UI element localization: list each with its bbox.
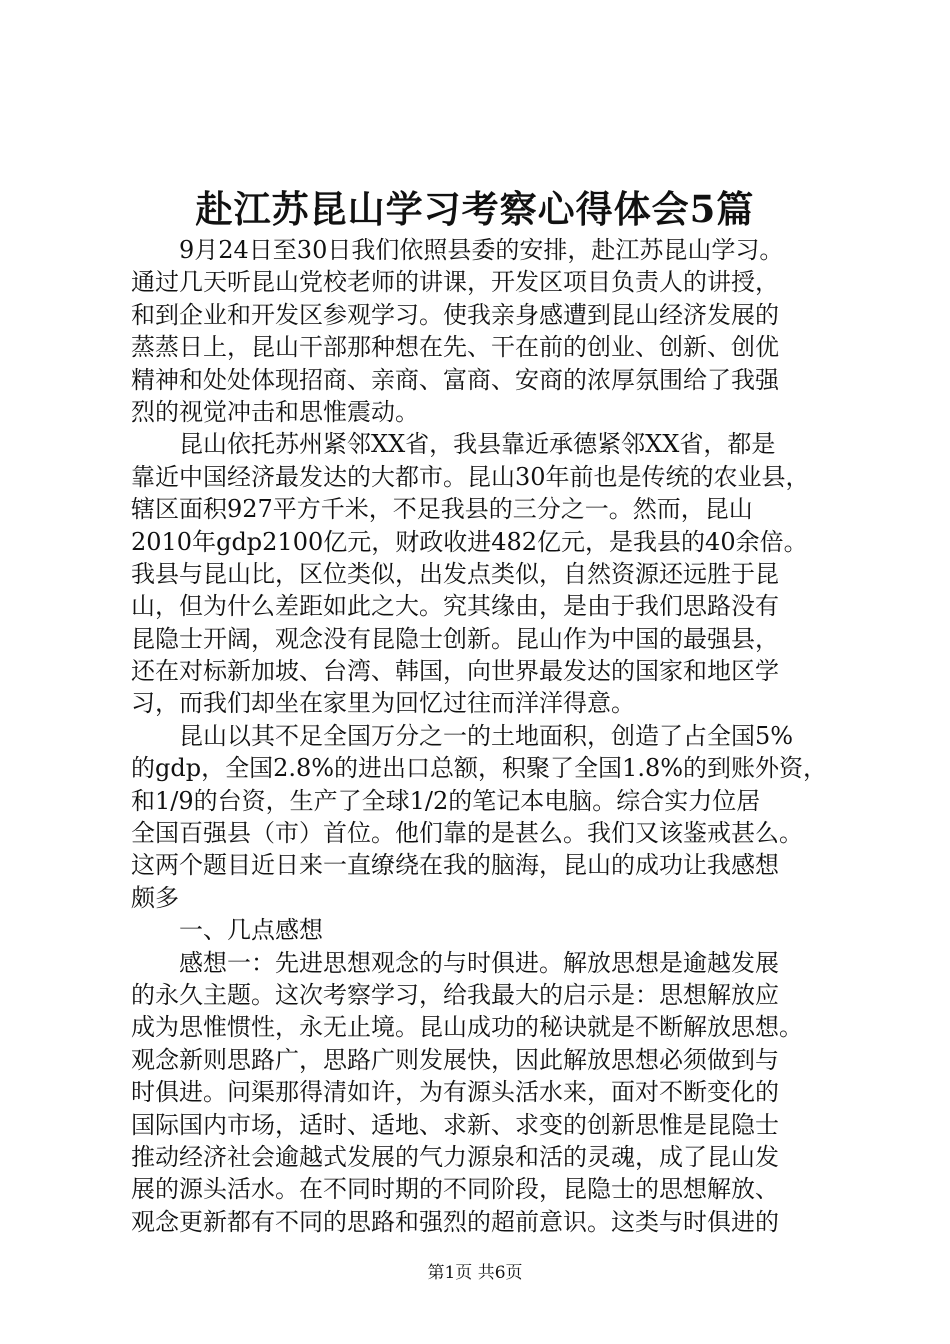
paragraph-line: 烈的视觉冲击和思惟震动。 [131, 397, 419, 426]
paragraph-line: 这两个题目近日来一直缭绕在我的脑海，昆山的成功让我感想 [131, 851, 779, 880]
paragraph-line: 成为思惟惯性，永无止境。昆山成功的秘诀就是不断解放思想。 [131, 1013, 803, 1042]
paragraph-line: 辖区面积927平方千米，不足我县的三分之一。然而，昆山 [131, 495, 753, 524]
paragraph-line: 和到企业和开发区参观学习。使我亲身感遭到昆山经济发展的 [131, 300, 779, 329]
paragraph-line: 习，而我们却坐在家里为回忆过往而洋洋得意。 [131, 689, 635, 718]
paragraph-line: 颇多 [131, 883, 179, 912]
paragraph-line: 的永久主题。这次考察学习，给我最大的启示是：思想解放应 [131, 980, 779, 1009]
paragraph-line: 昆隐士开阔，观念没有昆隐士创新。昆山作为中国的最强县， [131, 624, 779, 653]
document-body [131, 234, 837, 1238]
paragraph-line: 推动经济社会逾越式发展的气力源泉和活的灵魂，成了昆山发 [131, 1142, 779, 1171]
paragraph-line: 蒸蒸日上，昆山干部那种想在先、干在前的创业、创新、创优 [131, 333, 779, 362]
paragraph-line: 精神和处处体现招商、亲商、富商、安商的浓厚氛围给了我强 [131, 365, 779, 394]
paragraph-line: 时俱进。问渠那得清如许，为有源头活水来，面对不断变化的 [131, 1078, 779, 1107]
paragraph-line: 和1/9的台资，生产了全球1/2的笔记本电脑。综合实力位居 [131, 786, 761, 815]
paragraph-line: 展的源头活水。在不同时期的不同阶段，昆隐士的思想解放、 [131, 1175, 779, 1204]
paragraph-line: 感想一：先进思想观念的与时俱进。解放思想是逾越发展 [179, 948, 779, 977]
paragraph-line: 2010年gdp2100亿元，财政收进482亿元，是我县的40余倍。 [131, 527, 808, 556]
page-number-footer: 第1页 共6页 [427, 1263, 523, 1283]
paragraph-line: 国际国内市场，适时、适地、求新、求变的创新思惟是昆隐士 [131, 1110, 779, 1139]
document-title: 赴江苏昆山学习考察心得体会5篇 [195, 187, 755, 231]
paragraph-line: 全国百强县（市）首位。他们靠的是甚么。我们又该鉴戒甚么。 [131, 819, 803, 848]
paragraph-line: 还在对标新加坡、台湾、韩国，向世界最发达的国家和地区学 [131, 657, 779, 686]
paragraph-line: 9月24日至30日我们依照县委的安排，赴江苏昆山学习。 [179, 236, 784, 264]
paragraph-line: 的gdp，全国2.8%的进出口总额，积聚了全国1.8%的到账外资， [131, 754, 828, 783]
paragraph-line: 观念新则思路广，思路广则发展快，因此解放思想必须做到与 [131, 1045, 779, 1074]
paragraph-line: 昆山依托苏州紧邻XX省，我县靠近承德紧邻XX省，都是 [179, 430, 776, 459]
paragraph-line: 我县与昆山比，区位类似，出发点类似，自然资源还远胜于昆 [131, 559, 779, 588]
paragraph-line: 靠近中国经济最发达的大都市。昆山30年前也是传统的农业县， [131, 462, 810, 491]
section-heading: 一、几点感想 [179, 916, 323, 945]
paragraph-line: 观念更新都有不同的思路和强烈的超前意识。这类与时俱进的 [131, 1207, 779, 1236]
paragraph-line: 山，但为什么差距如此之大。究其缘由，是由于我们思路没有 [131, 592, 779, 621]
paragraph-line: 昆山以其不足全国万分之一的土地面积，创造了占全国5% [179, 721, 794, 750]
paragraph-line: 通过几天听昆山党校老师的讲课，开发区项目负责人的讲授， [131, 268, 779, 297]
